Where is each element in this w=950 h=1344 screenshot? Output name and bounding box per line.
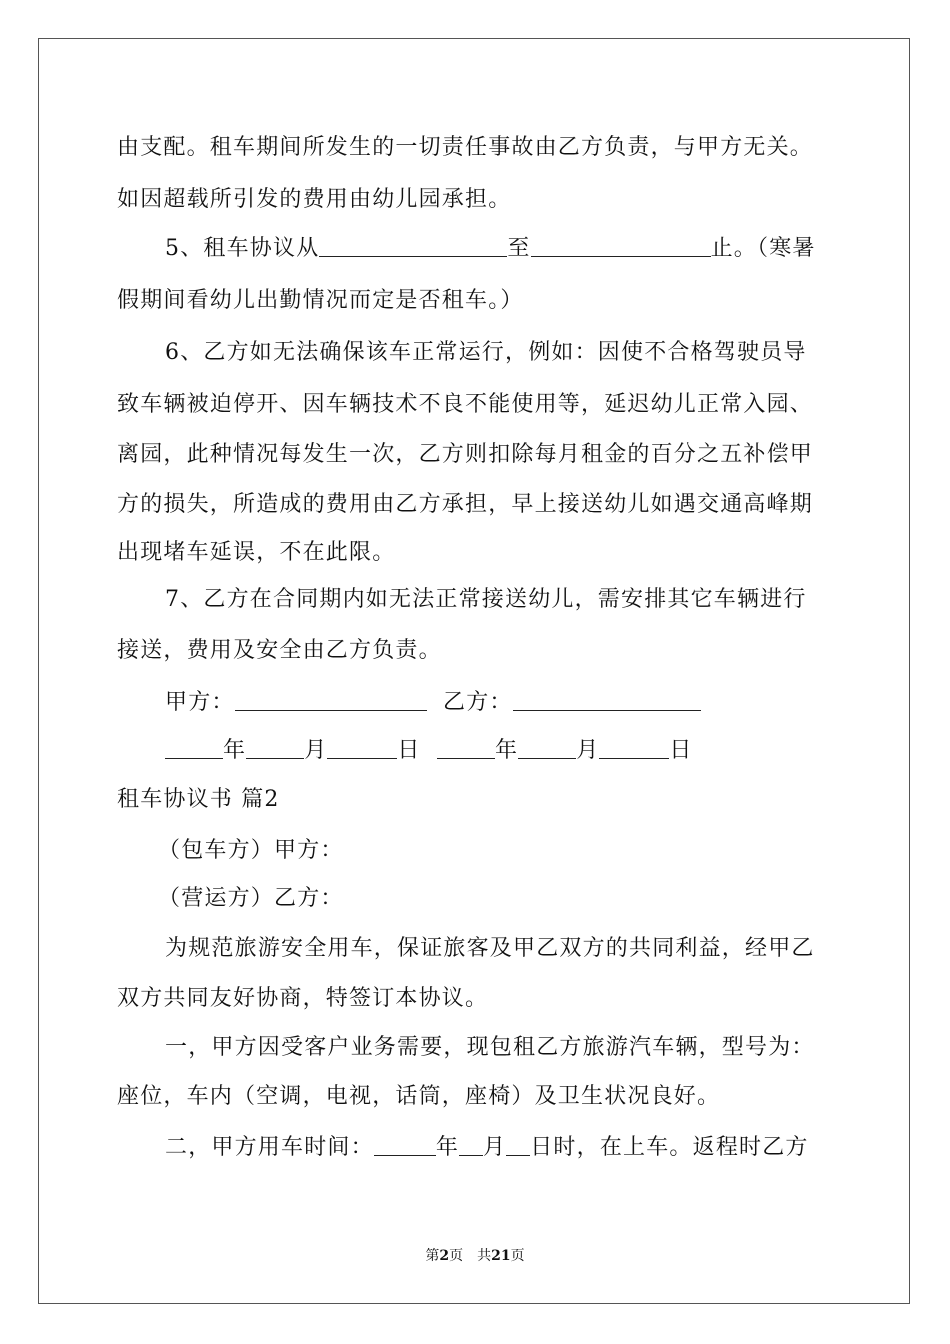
- day-blank: [599, 736, 669, 759]
- day-label: 日: [397, 738, 421, 763]
- text-line: 6、乙方如无法确保该车正常运行，例如：因使不合格驾驶员导: [165, 340, 807, 365]
- total-pages: 21: [491, 1248, 511, 1264]
- footer-text: 页: [510, 1248, 525, 1264]
- clause-2-end: 日时，在上车。返程时乙方: [530, 1135, 809, 1160]
- party-a-sign-blank: [235, 688, 427, 711]
- footer-text: 第: [425, 1248, 440, 1264]
- page-footer: [0, 1246, 950, 1266]
- month-label: 月: [304, 738, 328, 763]
- page-number: 2: [439, 1248, 450, 1264]
- footer-text: 页 共: [449, 1248, 492, 1264]
- month-label: 月: [483, 1135, 507, 1160]
- party-a-line: （包车方）甲方：: [158, 838, 344, 863]
- clause-5-line: [165, 234, 816, 264]
- text-line: 座位，车内（空调，电视，话筒，座椅）及卫生状况良好。: [117, 1084, 721, 1109]
- clause-2-text: 二，甲方用车时间：: [165, 1135, 374, 1160]
- text-line: 由支配。租车期间所发生的一切责任事故由乙方负责，与甲方无关。: [117, 135, 814, 160]
- text-line: 离园，此种情况每发生一次，乙方则扣除每月租金的百分之五补偿甲: [117, 442, 814, 467]
- month-blank: [459, 1133, 483, 1156]
- month-blank: [518, 736, 576, 759]
- text-line: 出现堵车延误，不在此限。: [117, 540, 396, 565]
- clause-2-line: [165, 1133, 809, 1163]
- start-date-blank: [319, 234, 507, 257]
- day-blank: [327, 736, 397, 759]
- party-b-sign-label: 乙方：: [443, 690, 513, 715]
- clause-5-text: 5、租车协议从: [165, 236, 320, 261]
- year-label: 年: [223, 738, 247, 763]
- month-blank: [246, 736, 304, 759]
- text-line: 为规范旅游安全用车，保证旅客及甲乙双方的共同利益，经甲乙: [165, 936, 815, 961]
- text-line: 致车辆被迫停开、因车辆技术不良不能使用等，延迟幼儿正常入园、: [117, 392, 814, 417]
- year-blank: [165, 736, 223, 759]
- text-line: 7、乙方在合同期内如无法正常接送幼儿，需安排其它车辆进行: [165, 587, 807, 612]
- clause-5-end: 止。（寒暑: [710, 236, 816, 261]
- party-a-sign-label: 甲方：: [165, 690, 235, 715]
- text-line: 接送，费用及安全由乙方负责。: [117, 638, 442, 663]
- month-label: 月: [576, 738, 600, 763]
- party-b-sign-blank: [513, 688, 701, 711]
- party-b-line: （营运方）乙方：: [158, 886, 344, 911]
- day-blank: [506, 1133, 530, 1156]
- text-line: 方的损失，所造成的费用由乙方承担，早上接送幼儿如遇交通高峰期: [117, 492, 814, 517]
- year-blank: [437, 736, 495, 759]
- text-line: 如因超载所引发的费用由幼儿园承担。: [117, 187, 512, 212]
- clause-5-to: 至: [507, 236, 531, 261]
- end-date-blank: [531, 234, 711, 257]
- year-blank: [374, 1133, 436, 1156]
- year-label: 年: [435, 1135, 460, 1160]
- signature-line: [165, 688, 701, 718]
- section-heading: 租车协议书 篇2: [117, 787, 280, 812]
- text-line: 假期间看幼儿出勤情况而定是否租车。）: [117, 288, 524, 313]
- year-label: 年: [495, 738, 519, 763]
- page-border: [38, 38, 910, 1304]
- text-line: 双方共同友好协商，特签订本协议。: [117, 986, 489, 1011]
- date-line: [165, 736, 693, 766]
- day-label: 日: [669, 738, 693, 763]
- text-line: 一，甲方因受客户业务需要，现包租乙方旅游汽车辆，型号为：: [165, 1035, 815, 1060]
